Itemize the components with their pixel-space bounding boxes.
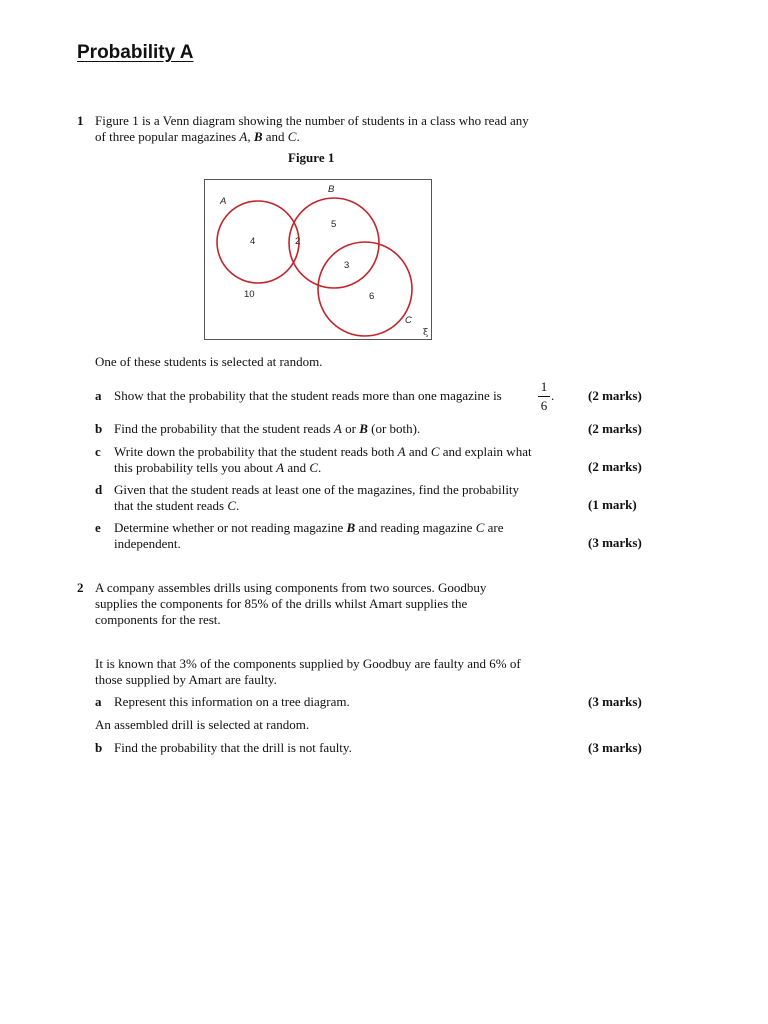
venn-value-c-only: 6 xyxy=(369,291,375,302)
venn-label-c: C xyxy=(405,315,412,326)
q1-part-c-letter: c xyxy=(95,444,101,459)
question-2-intro-line-2: supplies the components for 85% of the drills whilst Amart supplies the xyxy=(95,596,468,611)
question-2-between-statement: An assembled drill is selected at random. xyxy=(95,717,310,732)
question-1-intro-line-1: Figure 1 is a Venn diagram showing the number of students in a class who read any xyxy=(95,113,529,128)
fraction-numerator: 1 xyxy=(540,379,548,394)
question-2-intro-line-3: components for the rest. xyxy=(95,612,221,627)
venn-value-a-only: 4 xyxy=(250,236,256,247)
venn-value-b-and-c: 3 xyxy=(344,260,350,271)
q1-part-d-letter: d xyxy=(95,482,103,497)
q1-part-a-letter: a xyxy=(95,388,102,403)
q2-part-b-letter: b xyxy=(95,740,103,755)
circle-b xyxy=(289,198,379,288)
q1-part-e-letter: e xyxy=(95,520,101,535)
q1-part-c-marks: (2 marks) xyxy=(588,459,642,474)
question-2-info-line-1: It is known that 3% of the components supplied by Goodbuy are faulty and 6% of xyxy=(95,656,521,671)
page-title: Probability A xyxy=(77,42,194,63)
q1-part-e-marks: (3 marks) xyxy=(588,535,642,550)
universal-set-frame xyxy=(205,180,432,340)
question-1-intro-line-2: of three popular magazines A, B and C. xyxy=(95,129,300,144)
circle-c xyxy=(318,242,412,336)
q1-part-a-text: Show that the probability that the student reads more than one magazine is xyxy=(114,388,502,403)
q1-part-a-fraction xyxy=(538,379,550,414)
circle-a xyxy=(217,201,299,283)
question-2-info-line-2: those supplied by Amart are faulty. xyxy=(95,672,277,687)
venn-label-a: A xyxy=(220,196,227,207)
venn-universal-symbol: ξ xyxy=(423,327,429,338)
q1-part-a-period: . xyxy=(551,388,555,403)
venn-value-outside: 10 xyxy=(244,289,255,300)
venn-label-b: B xyxy=(328,184,335,195)
venn-value-b-only: 5 xyxy=(331,219,337,230)
q1-part-e-line-1: Determine whether or not reading magazine B and reading magazine C are xyxy=(114,520,504,535)
figure-caption: Figure 1 xyxy=(288,150,335,165)
venn-value-a-and-b: 2 xyxy=(295,236,301,247)
q2-part-a-marks: (3 marks) xyxy=(588,694,642,709)
question-1-number: 1 xyxy=(77,113,84,128)
q1-part-d-line-1: Given that the student reads at least one of the magazines, find the probability xyxy=(114,482,520,497)
q1-part-b-letter: b xyxy=(95,421,103,436)
venn-diagram xyxy=(204,179,434,341)
question-2-number: 2 xyxy=(77,580,84,595)
q2-part-a-text: Represent this information on a tree diagram. xyxy=(114,694,350,709)
selection-statement: One of these students is selected at random. xyxy=(95,354,323,369)
q1-part-c-line-1: Write down the probability that the student reads both A and C and explain what xyxy=(114,444,532,459)
q1-part-b-text: Find the probability that the student reads A or B (or both). xyxy=(114,421,421,436)
q1-part-d-line-2: that the student reads C. xyxy=(114,498,240,513)
fraction-denominator: 6 xyxy=(540,398,548,413)
q1-part-b-marks: (2 marks) xyxy=(588,421,642,436)
q1-part-a-marks: (2 marks) xyxy=(588,388,642,403)
q2-part-b-marks: (3 marks) xyxy=(588,740,642,755)
q1-part-d-marks: (1 mark) xyxy=(588,497,637,512)
q2-part-b-text: Find the probability that the drill is not faulty. xyxy=(114,740,352,755)
q2-part-a-letter: a xyxy=(95,694,102,709)
q1-part-e-line-2: independent. xyxy=(114,536,181,551)
question-2-intro-line-1: A company assembles drills using components from two sources. Goodbuy xyxy=(95,580,487,595)
q1-part-c-line-2: this probability tells you about A and C. xyxy=(114,460,322,475)
